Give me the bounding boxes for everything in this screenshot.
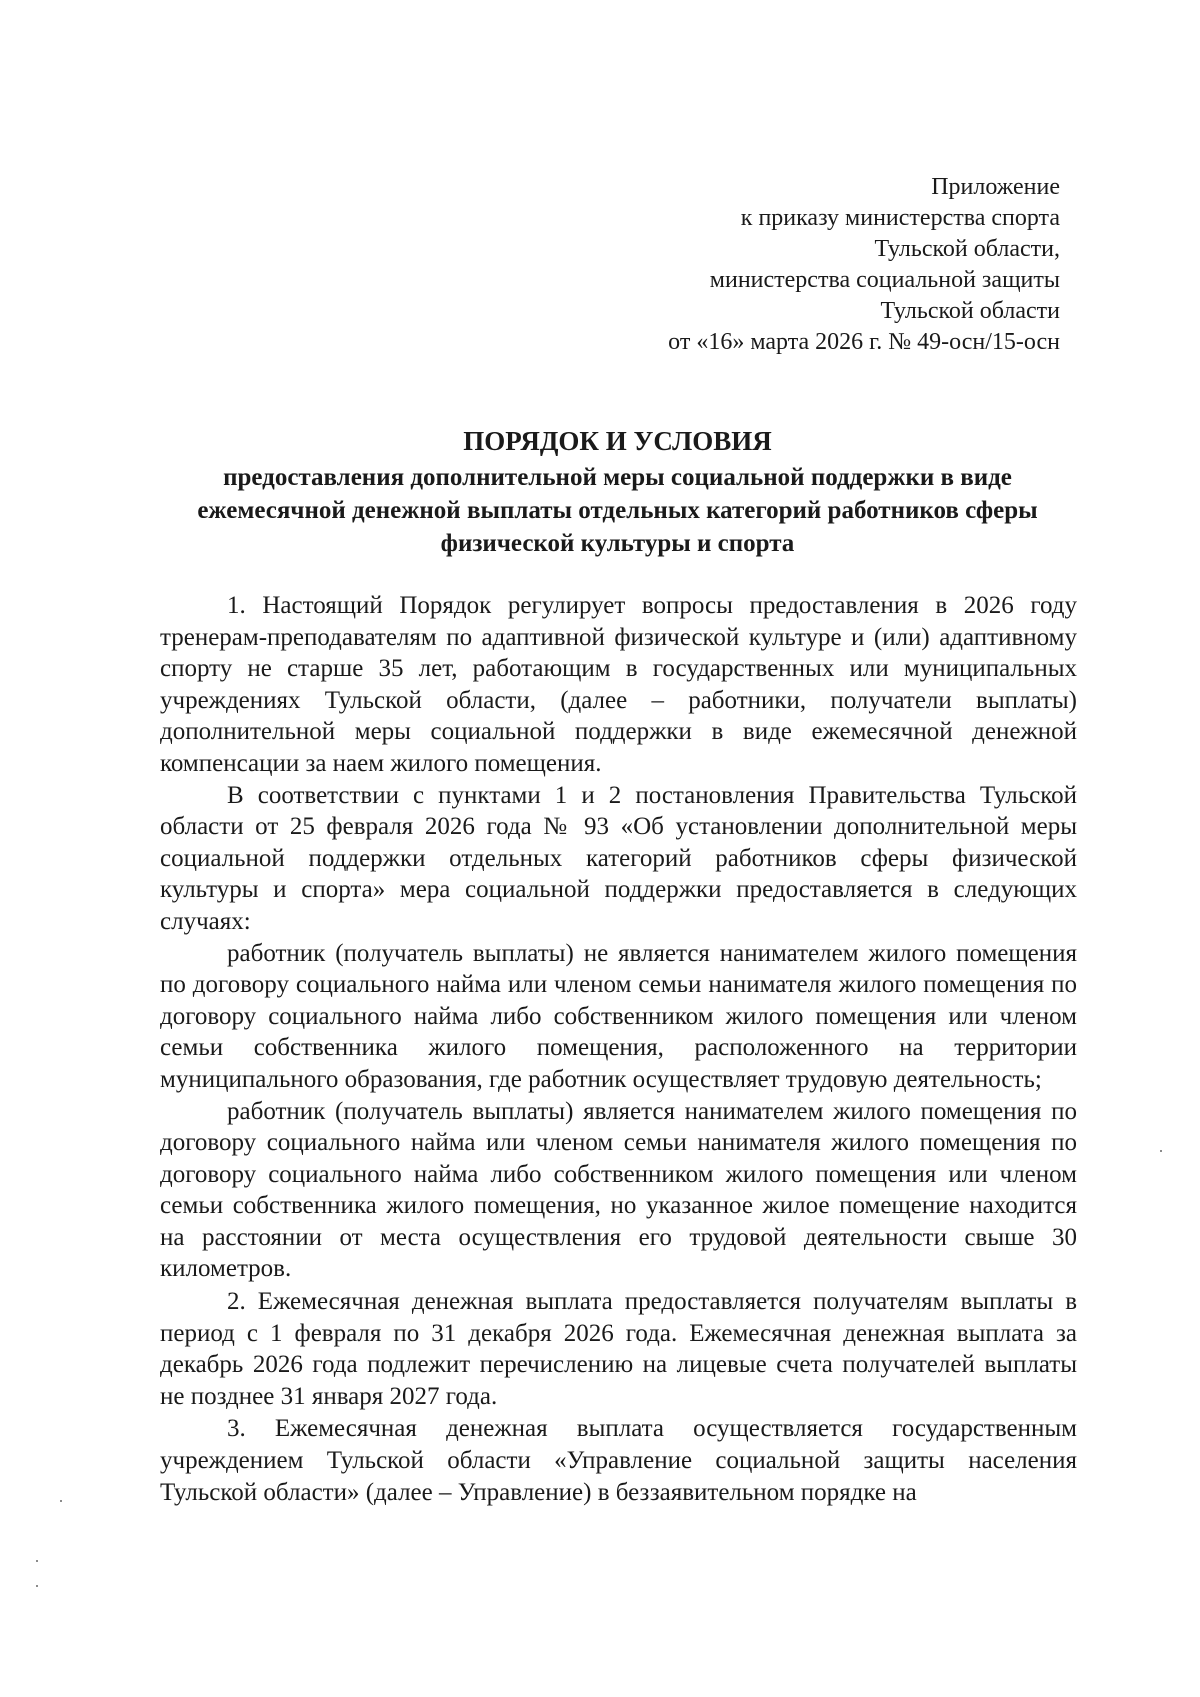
- appendix-line: министерства социальной защиты: [709, 267, 1060, 293]
- appendix-line: Приложение: [931, 174, 1060, 200]
- subtitle-line: ежемесячной денежной выплаты отдельных категорий работников сферы: [197, 497, 1038, 524]
- appendix-line: Тульской области: [880, 298, 1060, 324]
- document-subtitle: [160, 461, 1075, 560]
- document-title: ПОРЯДОК И УСЛОВИЯ: [463, 426, 772, 456]
- document-body: [160, 590, 1077, 1508]
- paragraph-5: 2. Ежемесячная денежная выплата предоставляется получателям выплаты в период с 1 февраля по 31 декабря 2026 года. Ежемесячная денежная выплата за декабрь 2026 года подлежит перечислению на лицевые счета получателей выплаты не позднее 31 января 2027 года.: [160, 1288, 1077, 1410]
- appendix-line: Тульской области,: [874, 236, 1060, 262]
- appendix-header: [540, 172, 1060, 358]
- scan-speck: [1160, 1150, 1162, 1152]
- subtitle-line: физической культуры и спорта: [440, 530, 795, 557]
- paragraph-2: В соответствии с пунктами 1 и 2 постановления Правительства Тульской области от 25 февраля 2026 года № 93 «Об установлении дополнительной меры социальной поддержки отдельных категорий работников сферы физической культуры и спорта» мера социальной поддержки предоставляется в следующих случаях:: [160, 781, 1077, 935]
- paragraph-4: работник (получатель выплаты) является нанимателем жилого помещения по договору социального найма или членом семьи нанимателя жилого помещения по договору социального найма либо собственником жилого помещения или членом семьи собственника жилого помещения, но указанное жилое помещение находится на расстоянии от места осуществления его трудовой деятельности свыше 30 километров.: [160, 1097, 1077, 1283]
- paragraph-3: работник (получатель выплаты) не является нанимателем жилого помещения по договору социального найма или членом семьи нанимателя жилого помещения по договору социального найма либо собственником жилого помещения или членом семьи собственника жилого помещения, расположенного на территории муниципального образования, где работник осуществляет трудовую деятельность;: [160, 939, 1077, 1093]
- scan-speck: [36, 1560, 38, 1562]
- subtitle-line: предоставления дополнительной меры социальной поддержки в виде: [223, 464, 1012, 491]
- paragraph-6: 3. Ежемесячная денежная выплата осуществляется государственным учреждением Тульской области «Управление социальной защиты населения Тульской области» (далее – Управление) в беззаявительном порядке на: [160, 1415, 1077, 1506]
- paragraph-1: 1. Настоящий Порядок регулирует вопросы предоставления в 2026 году тренерам-преподавателям по адаптивной физической культуре и (или) адаптивному спорту не старше 35 лет, работающим в государственных или муниципальных учреждениях Тульской области, (далее – работники, получатели выплаты) дополнительной меры социальной поддержки в виде ежемесячной денежной компенсации за наем жилого помещения.: [160, 592, 1077, 777]
- appendix-line: от «16» марта 2026 г. № 49-осн/15-осн: [668, 329, 1060, 355]
- scan-speck: [36, 1585, 38, 1587]
- scan-speck: [60, 1500, 62, 1502]
- appendix-line: к приказу министерства спорта: [740, 205, 1060, 231]
